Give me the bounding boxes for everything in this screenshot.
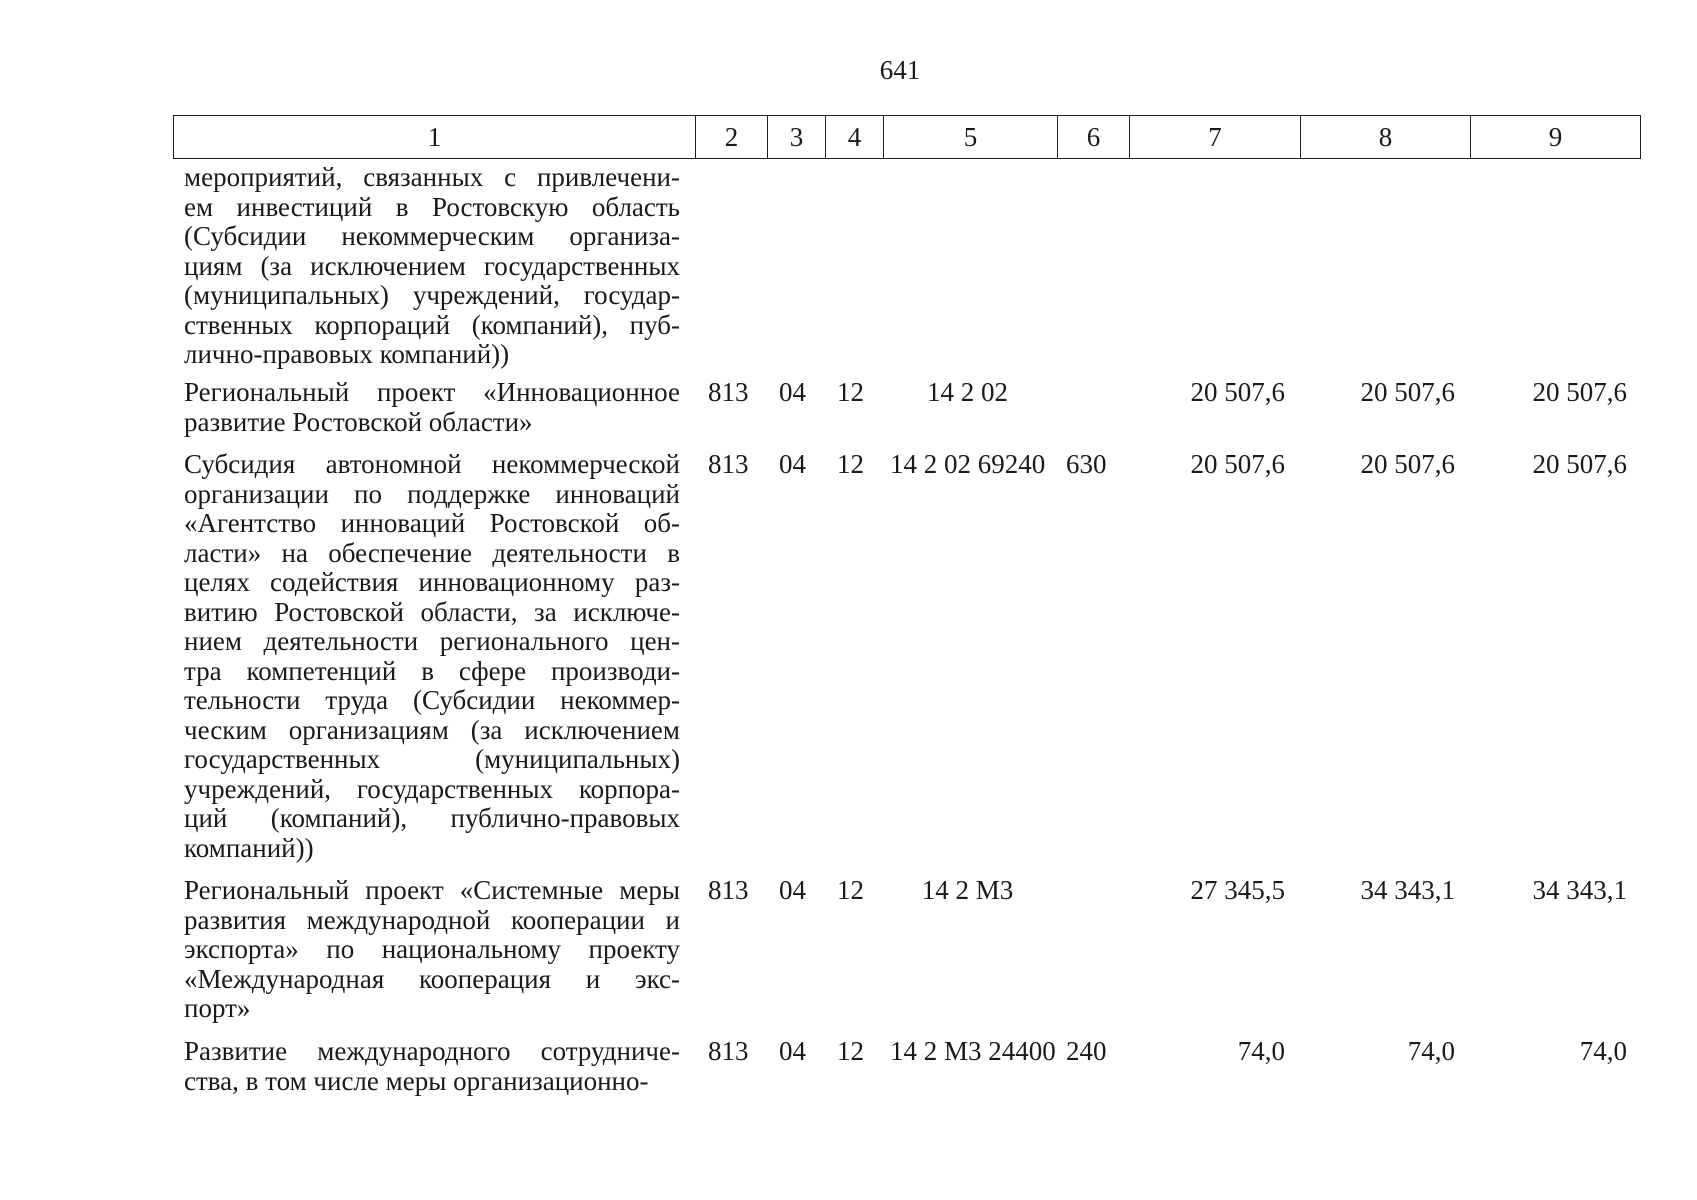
description-line: Субсидия автономной некоммерческой	[184, 449, 680, 479]
page-number: 641	[879, 55, 921, 85]
description-line: ственных корпораций (компаний), пуб-	[184, 309, 680, 340]
column-header-9: 9	[1471, 116, 1641, 159]
cell-column-8: 74,0	[1407, 1036, 1455, 1066]
description-line: тельности труда (Субсидии некоммер-	[184, 685, 680, 715]
description-line: лично-правовых компаний))	[184, 339, 510, 369]
cell-column-7: 20 507,6	[1190, 377, 1285, 407]
cell-column-4: 12	[837, 875, 864, 905]
description-line: ций (компаний), публично-правовых	[184, 803, 680, 833]
cell-column-7: 20 507,6	[1190, 449, 1285, 479]
description-line: тра компетенций в сфере производи-	[184, 655, 680, 686]
cell-column-6: 240	[1066, 1036, 1107, 1066]
description-line: целях содействия инновационному раз-	[184, 567, 680, 597]
description-line: витию Ростовской области, за исключе-	[184, 596, 680, 627]
description-line: экспорта» по национальному проекту	[184, 934, 680, 964]
description-line: нием деятельности регионального цен-	[184, 626, 680, 656]
cell-column-3: 04	[779, 449, 806, 479]
cell-column-9: 74,0	[1579, 1036, 1627, 1066]
column-header-7: 7	[1130, 116, 1301, 159]
column-header-5: 5	[884, 116, 1058, 159]
description-line: Развитие международного сотрудниче-	[184, 1036, 680, 1066]
description-line: ласти» на обеспечение деятельности в	[184, 537, 680, 568]
cell-column-2: 813	[708, 449, 749, 479]
description-line: развитие Ростовской области»	[184, 406, 533, 437]
column-header-4: 4	[826, 116, 884, 159]
column-header-8: 8	[1301, 116, 1471, 159]
description-line: «Агентство инноваций Ростовской об-	[184, 508, 680, 538]
cell-column-3: 04	[779, 1036, 806, 1066]
description-line: государственных (муниципальных)	[184, 744, 680, 774]
description-line: компаний))	[184, 832, 314, 863]
cell-column-6: 630	[1066, 449, 1107, 479]
description-line: «Международная кооперация и экс-	[184, 963, 680, 994]
cell-column-7: 74,0	[1237, 1036, 1285, 1066]
cell-column-2: 813	[708, 875, 749, 905]
cell-column-8: 20 507,6	[1360, 377, 1455, 407]
cell-column-3: 04	[779, 377, 806, 407]
description-line: ем инвестиций в Ростовскую область	[184, 191, 680, 222]
cell-column-2: 813	[708, 377, 749, 407]
cell-column-2: 813	[708, 1036, 749, 1066]
cell-column-9: 20 507,6	[1532, 377, 1627, 407]
description-line: учреждений, государственных корпора-	[184, 773, 680, 804]
row-description	[184, 876, 680, 1024]
cell-column-8: 20 507,6	[1360, 449, 1455, 479]
row-description	[184, 163, 680, 370]
column-header-6: 6	[1058, 116, 1130, 159]
cell-column-4: 12	[837, 377, 864, 407]
column-header-1: 1	[174, 116, 696, 159]
cell-column-8: 34 343,1	[1360, 875, 1455, 905]
cell-column-5: 14 2 M3 24400	[890, 1036, 1056, 1066]
column-header-2: 2	[696, 116, 768, 159]
cell-column-7: 27 345,5	[1190, 875, 1285, 905]
description-line: развития международной кооперации и	[184, 904, 680, 935]
cell-column-4: 12	[837, 1036, 864, 1066]
row-description	[184, 1037, 680, 1096]
description-line: ства, в том числе меры организационно-	[184, 1065, 649, 1096]
cell-column-3: 04	[779, 875, 806, 905]
description-line: Региональный проект «Системные меры	[184, 875, 680, 905]
description-line: организации по поддержке инноваций	[184, 478, 680, 509]
column-header-row	[173, 115, 1641, 159]
description-line: Региональный проект «Инновационное	[184, 377, 680, 407]
column-header-3: 3	[768, 116, 826, 159]
description-line: порт»	[184, 993, 251, 1023]
description-line: (Субсидии некоммерческим организа-	[184, 221, 680, 251]
row-description	[184, 450, 680, 863]
description-line: циям (за исключением государственных	[184, 250, 680, 281]
row-description	[184, 378, 680, 437]
cell-column-9: 20 507,6	[1532, 449, 1627, 479]
cell-column-5: 14 2 02 69240	[890, 449, 1046, 479]
description-line: мероприятий, связанных с привлечени-	[184, 162, 680, 192]
description-line: (муниципальных) учреждений, государ-	[184, 280, 680, 310]
cell-column-5: 14 2 02	[927, 377, 1008, 407]
cell-column-9: 34 343,1	[1532, 875, 1627, 905]
cell-column-4: 12	[837, 449, 864, 479]
description-line: ческим организациям (за исключением	[184, 714, 680, 745]
cell-column-5: 14 2 M3	[921, 875, 1014, 905]
